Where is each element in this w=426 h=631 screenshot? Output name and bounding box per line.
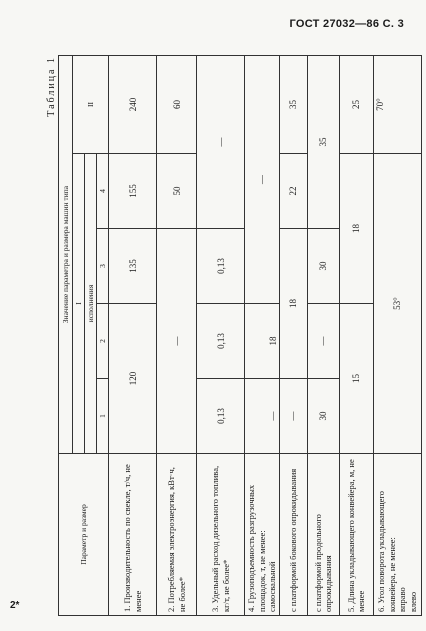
row-5-label: 5. Длина укладывающего конвейера, м, не менее [339,454,373,616]
col-2-header: 2 [97,304,109,379]
row-6-label [373,454,421,616]
row-6a-label: вправо [397,587,408,612]
row-4a-label: самосвальной [267,561,278,612]
row-5-value-3-4: 18 [339,154,373,304]
row-6-value-I: 53° [373,154,421,454]
row-4b-label: с платформой бокового опрокидывания [279,454,307,616]
table-row [307,56,339,616]
row-6-title: 6. Угол поворота укладывающего конвейера, не менее: [376,491,397,612]
table-row [197,56,245,616]
ispolnenie-header: исполнения [85,154,97,454]
values-header: Значение параметра и размера машин типа [59,56,73,454]
row-1-value-II: 240 [109,56,157,154]
row-4a-value-rest: — [245,56,280,304]
row-4c-value-2: — [307,304,339,379]
parameters-table [58,55,422,616]
row-2-value-4: 50 [157,154,197,229]
row-1-label: 1. Производительность по свекле, т/ч, не менее [109,454,157,616]
col-4-header: 4 [97,154,109,229]
row-4c-value-4-II: 35 [307,56,339,229]
table-row [245,56,280,616]
row-4a-value-1: — [245,379,280,454]
row-2-value-1-3: — [157,229,197,454]
row-3-value-3: 0,13 [197,229,245,304]
row-6-value-II: 70° [373,56,421,154]
row-4c-value-1: 30 [307,379,339,454]
page-header: ГОСТ 27032—86 С. 3 [289,18,404,30]
row-1-value-3: 135 [109,229,157,304]
table-caption: Таблица 1 [46,56,57,117]
row-4b-value-II: 35 [279,56,307,154]
type-II-header: II [73,56,109,154]
page-mark: 2* [10,600,20,611]
col-1-header: 1 [97,379,109,454]
row-4-label [245,454,280,616]
row-4c-label: с платформой продольного опрокидывания [307,454,339,616]
row-1-value-1-2: 120 [109,304,157,454]
row-4a-value-2: 18 [245,304,280,379]
row-4b-value-2-3: 18 [279,229,307,379]
row-3-value-2: 0,13 [197,304,245,379]
row-5-value-1-2: 15 [339,304,373,454]
row-3-label: 3. Удельный расход дизельного топлива, кг/т, не более* [197,454,245,616]
col-3-header: 3 [97,229,109,304]
row-4c-value-3: 30 [307,229,339,304]
table-row [109,56,157,616]
row-6b-label: влево [408,591,418,612]
row-4-title: 4. Грузоподъемность разгрузочных площадок, т, не менее: [246,484,267,612]
row-3-value-4-II: — [197,56,245,229]
row-1-value-4: 155 [109,154,157,229]
row-2-label: 2. Потребляемая электроэнергия, кВт·ч, не более* [157,454,197,616]
table-row [157,56,197,616]
table-row [279,56,307,616]
row-4b-value-4: 22 [279,154,307,229]
type-I-header: I [73,154,85,454]
row-5-value-II: 25 [339,56,373,154]
row-2-value-II: 60 [157,56,197,154]
table-row [339,56,373,616]
table-row [373,56,421,616]
row-4b-value-1: — [279,379,307,454]
row-3-value-1: 0,13 [197,379,245,454]
param-header: Параметр и размер [59,454,109,616]
rotated-table-block [46,56,418,616]
header-row-1 [59,56,73,616]
